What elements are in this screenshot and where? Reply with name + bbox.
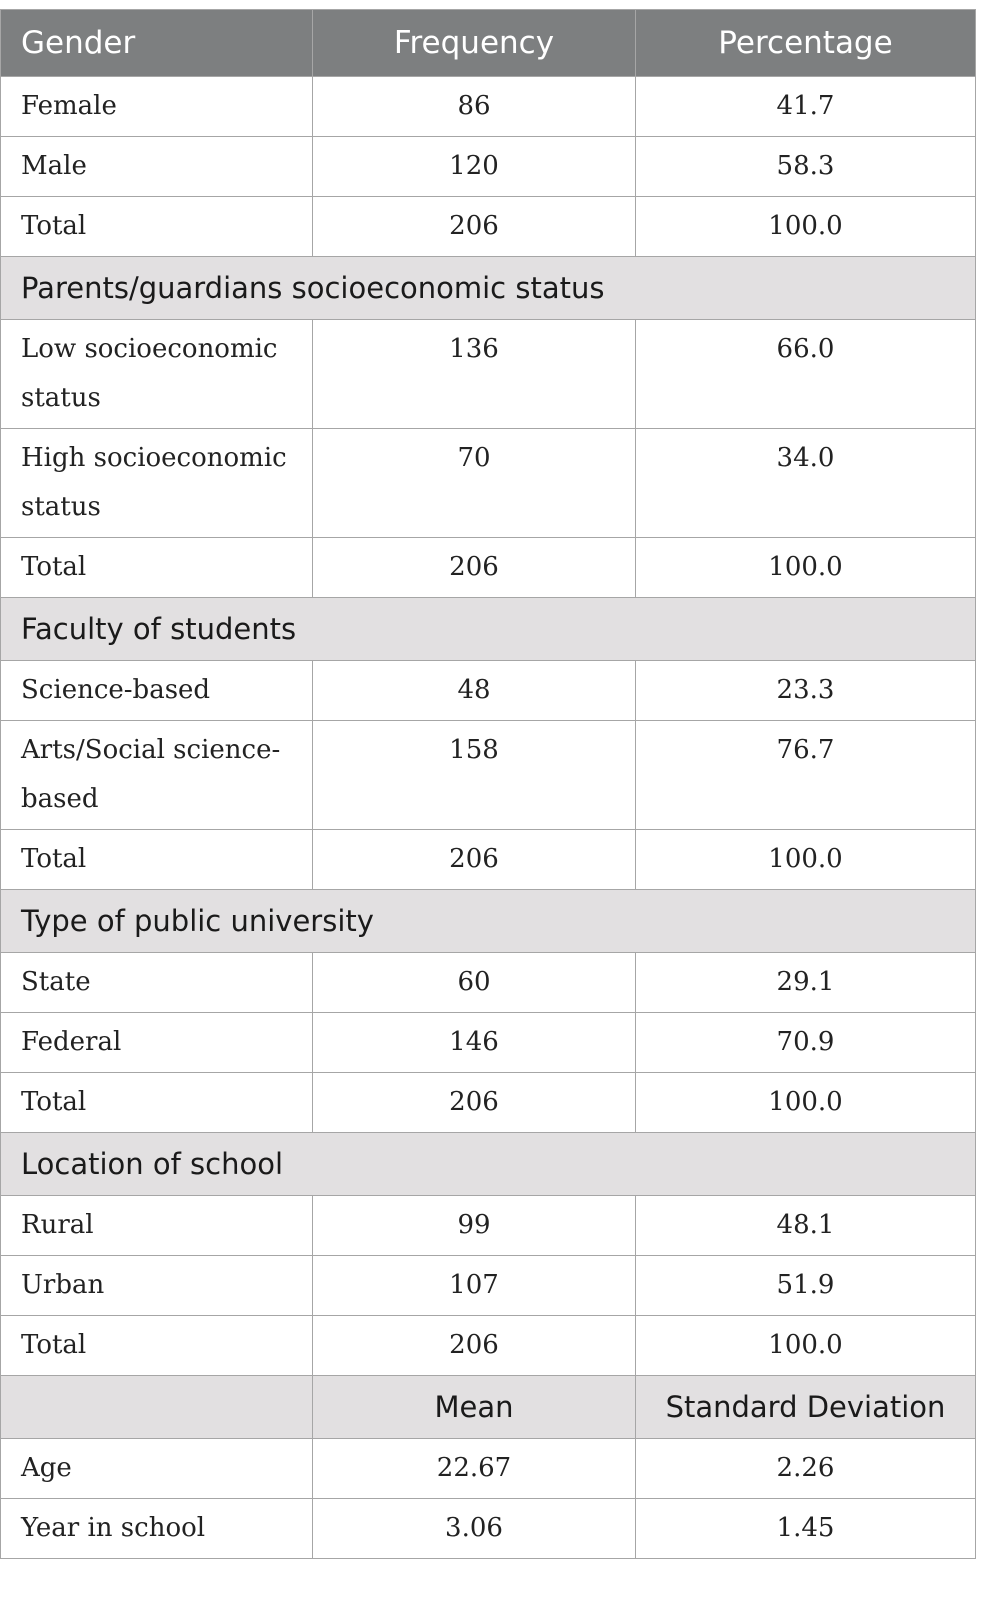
row-sd: 2.26 (636, 1439, 976, 1499)
table-row (1, 1439, 976, 1499)
row-percentage: 58.3 (636, 137, 976, 197)
header-gender: Gender (1, 10, 313, 77)
table-row (1, 137, 976, 197)
row-label: High socioeconomic status (1, 429, 313, 538)
stats-header-blank (1, 1376, 313, 1439)
row-frequency: 120 (313, 137, 636, 197)
table-row (1, 538, 976, 598)
row-frequency: 60 (313, 953, 636, 1013)
row-percentage: 100.0 (636, 1073, 976, 1133)
row-frequency: 206 (313, 197, 636, 257)
row-frequency: 206 (313, 1073, 636, 1133)
section-header-faculty (1, 598, 976, 661)
table-row (1, 1256, 976, 1316)
row-label: Urban (1, 1256, 313, 1316)
row-label: Total (1, 197, 313, 257)
row-label: Female (1, 77, 313, 137)
header-percentage: Percentage (636, 10, 976, 77)
row-mean: 22.67 (313, 1439, 636, 1499)
row-percentage: 48.1 (636, 1196, 976, 1256)
table-row (1, 721, 976, 830)
row-label: Total (1, 1073, 313, 1133)
table-row (1, 1316, 976, 1376)
table-row (1, 429, 976, 538)
row-frequency: 48 (313, 661, 636, 721)
row-frequency: 136 (313, 320, 636, 429)
row-mean: 3.06 (313, 1499, 636, 1559)
row-label: Total (1, 1316, 313, 1376)
table-row (1, 1073, 976, 1133)
row-label: Low socioeconomic status (1, 320, 313, 429)
row-label: Total (1, 538, 313, 598)
table-row (1, 1196, 976, 1256)
row-label: Male (1, 137, 313, 197)
header-standard-deviation: Standard Deviation (636, 1376, 976, 1439)
table-row (1, 1013, 976, 1073)
header-mean: Mean (313, 1376, 636, 1439)
table-row (1, 320, 976, 429)
row-label: Arts/Social science-based (1, 721, 313, 830)
row-frequency: 206 (313, 538, 636, 598)
table-header-row (1, 10, 976, 77)
row-frequency: 158 (313, 721, 636, 830)
section-header-location (1, 1133, 976, 1196)
header-frequency: Frequency (313, 10, 636, 77)
table-row (1, 830, 976, 890)
row-percentage: 100.0 (636, 830, 976, 890)
row-frequency: 146 (313, 1013, 636, 1073)
section-title: Faculty of students (1, 598, 976, 661)
table-row (1, 661, 976, 721)
row-frequency: 107 (313, 1256, 636, 1316)
row-frequency: 206 (313, 1316, 636, 1376)
row-label: State (1, 953, 313, 1013)
row-frequency: 206 (313, 830, 636, 890)
row-label: Science-based (1, 661, 313, 721)
row-percentage: 41.7 (636, 77, 976, 137)
row-label: Federal (1, 1013, 313, 1073)
row-frequency: 86 (313, 77, 636, 137)
table-row (1, 953, 976, 1013)
table-row (1, 77, 976, 137)
table-row (1, 197, 976, 257)
row-percentage: 100.0 (636, 538, 976, 598)
row-percentage: 100.0 (636, 1316, 976, 1376)
demographics-table (0, 9, 976, 1559)
section-title: Type of public university (1, 890, 976, 953)
row-percentage: 100.0 (636, 197, 976, 257)
row-percentage: 34.0 (636, 429, 976, 538)
row-percentage: 51.9 (636, 1256, 976, 1316)
row-frequency: 99 (313, 1196, 636, 1256)
section-header-stats (1, 1376, 976, 1439)
row-percentage: 29.1 (636, 953, 976, 1013)
row-label: Rural (1, 1196, 313, 1256)
section-title: Parents/guardians socioeconomic status (1, 257, 976, 320)
row-label: Age (1, 1439, 313, 1499)
row-frequency: 70 (313, 429, 636, 538)
section-header-university (1, 890, 976, 953)
row-label: Total (1, 830, 313, 890)
row-label: Year in school (1, 1499, 313, 1559)
row-percentage: 76.7 (636, 721, 976, 830)
row-percentage: 70.9 (636, 1013, 976, 1073)
section-header-socioeconomic (1, 257, 976, 320)
row-percentage: 66.0 (636, 320, 976, 429)
row-percentage: 23.3 (636, 661, 976, 721)
table-row (1, 1499, 976, 1559)
section-title: Location of school (1, 1133, 976, 1196)
row-sd: 1.45 (636, 1499, 976, 1559)
